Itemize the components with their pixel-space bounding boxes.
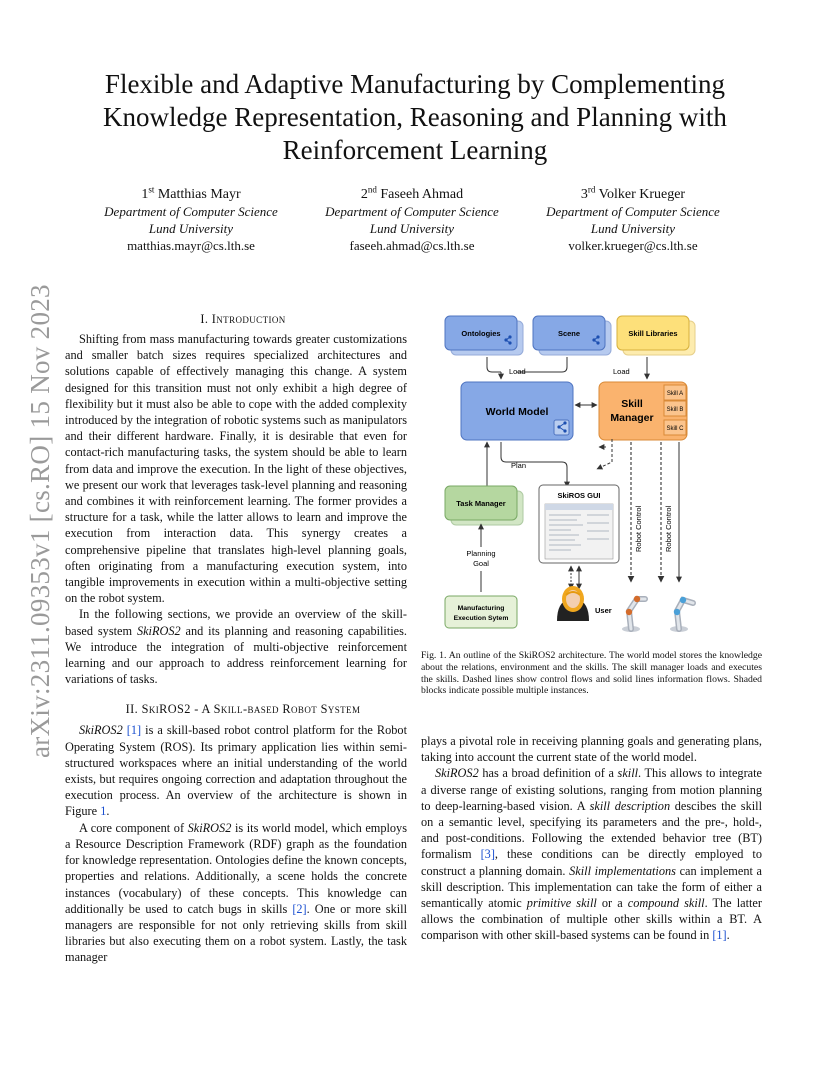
left-column bbox=[65, 311, 407, 966]
arxiv-stamp bbox=[19, 280, 59, 760]
share-icon bbox=[554, 420, 569, 435]
author-university: Lund University bbox=[148, 221, 234, 236]
skill-b-label: Skill B bbox=[666, 407, 684, 413]
author-name: 1st Matthias Mayr bbox=[141, 184, 241, 202]
scene-label: Scene bbox=[557, 329, 581, 338]
skill-a-label: Skill A bbox=[666, 391, 684, 397]
gui-screenshot bbox=[545, 504, 613, 559]
skill-libraries-label: Skill Libraries bbox=[628, 329, 678, 338]
architecture-figure bbox=[421, 307, 762, 642]
author-department: Department of Computer Science bbox=[104, 204, 278, 219]
paper-title bbox=[70, 68, 760, 167]
load-label: Load bbox=[509, 367, 526, 376]
user-icon bbox=[557, 586, 589, 621]
paragraph: plays a pivotal role in receiving planning goals and generating plans, taking into account the current state of the world model. bbox=[421, 734, 762, 765]
title-line: Reinforcement Learning bbox=[282, 135, 548, 165]
planning-goal-label: Planning bbox=[466, 549, 496, 558]
author-name: 2nd Faseeh Ahmad bbox=[360, 184, 464, 202]
robot-arm-icon bbox=[622, 596, 645, 632]
load-label: Load bbox=[613, 367, 630, 376]
author-university: Lund University bbox=[369, 221, 455, 236]
gui-label: SkiROS GUI bbox=[557, 491, 601, 500]
paragraph: In the following sections, we provide an overview of the skill-based system SkiROS2 and its planning and reasoning capabilities. We introduce the integration of multi-objective reinforcement learning and our approach to address reinforcement learning for variations of tasks. bbox=[65, 607, 408, 687]
title-line: Knowledge Representation, Reasoning and Planning with bbox=[103, 102, 727, 132]
paragraph: SkiROS2 has a broad definition of a skill. This allows to integrate a diverse range of existing solutions, ranging from motion planning to deep-learning-based vision. A skill description descibes the skill on a semantic level, specifying its parameters and the pre-, hold-, and post-conditions. Following the extended behavior tree (BT) formalism [3], these conditions can be directly employed to construct a planning domain. Skill implementations can implement a skill description. This implementation can take the form of either a semantically atomic primitive skill or a compound skill. The latter allows the combination of multiple other skills within a BT. A comparison with other skill-based systems can be found in [1]. bbox=[421, 766, 763, 943]
author-name: 3rd Volker Krueger bbox=[580, 184, 686, 202]
world-model-label: World Model bbox=[485, 406, 549, 418]
title-line: Flexible and Adaptive Manufacturing by Complementing bbox=[104, 69, 726, 99]
mes-box bbox=[445, 596, 517, 628]
planning-goal-label: Goal bbox=[473, 559, 489, 568]
author-block bbox=[518, 186, 748, 254]
figure-link[interactable]: 1 bbox=[100, 804, 107, 819]
author-block bbox=[297, 186, 527, 254]
right-column bbox=[421, 733, 762, 944]
robot-arm-icon bbox=[670, 597, 693, 632]
citation-link[interactable]: [2] bbox=[292, 901, 307, 916]
section-heading: II. SkiROS2 - A Skill-based Robot System bbox=[125, 702, 361, 717]
arxiv-id: arXiv:2311.09353v1 [cs.RO] 15 Nov 2023 bbox=[25, 284, 55, 758]
paragraph: Shifting from mass manufacturing towards greater customizations and smaller batch sizes requires specialized architectures and solutions capable of effectively managing this change. A system designed for this transition must not only exhibit a high degree of flexibility but it must also be able to cope with the added complexity introduced by the integration of robotic systems such as manipulators and their different hardware. Finally, it is desirable that even for contact-rich manufacturing tasks, the system should be able to learn from data and improve the execution. In the light of these objectives, we present our work that leverages task-level planning and reasoning and combines it with reinforcement learning. The former provides a structure for a task, while the latter allows to learn and improve the execution from interaction data. This synergy creates a comprehensive pipeline that translates high-level planning goals, often originating from a manufacturing execution system, into tangible improvements in execution within a multi-objective setting on the robot system. bbox=[65, 332, 407, 606]
plan-label: Plan bbox=[511, 461, 527, 470]
author-university: Lund University bbox=[590, 221, 676, 236]
author-email[interactable]: matthias.mayr@cs.lth.se bbox=[127, 238, 255, 253]
mes-label: Manufacturing bbox=[457, 605, 505, 612]
paragraph: SkiROS2 [1] is a skill-based robot control platform for the Robot Operating System (ROS). Its primary application lies within semi-structured workspaces where an initial understanding of the world exists, but requires ongoing correction and adaptation throughout the execution process. An overview of the architecture is shown in Figure 1. bbox=[65, 723, 407, 819]
robot-control-label: Robot Control bbox=[634, 505, 643, 552]
author-block bbox=[76, 186, 306, 254]
figure-caption: Fig. 1. An outline of the SkiROS2 architecture. The world model stores the knowledge about the relations, environment and the skills. The skill manager loads and executes the skills. Dashed lines show control flows and solid lines information flows. Shaded blocks indicate possible multiple instances. bbox=[421, 650, 762, 697]
section-heading: I. Introduction bbox=[200, 312, 286, 326]
author-email[interactable]: faseeh.ahmad@cs.lth.se bbox=[349, 238, 475, 253]
mes-label: Execution Sytem bbox=[453, 615, 509, 622]
author-email[interactable]: volker.krueger@cs.lth.se bbox=[568, 238, 698, 253]
paragraph: A core component of SkiROS2 is its world model, which employs a Resource Description Framework (RDF) graph as the foundation for knowledge representation. Ontologies define the known concepts, properties and relations. Additionally, a scene holds the concrete instances (vocabulary) of these concepts. This knowledge can additionally be used to catch bugs in skills [2]. One or more skill managers are responsible for not only retrieving skills from skill libraries but also executing them on a robot system. Lastly, the task manager bbox=[65, 820, 407, 965]
author-department: Department of Computer Science bbox=[325, 204, 499, 219]
skill-c-label: Skill C bbox=[666, 426, 684, 432]
citation-link[interactable]: [3] bbox=[480, 847, 495, 862]
author-department: Department of Computer Science bbox=[546, 204, 720, 219]
citation-link[interactable]: [1] bbox=[126, 723, 142, 738]
robot-control-label: Robot Control bbox=[664, 505, 673, 552]
task-manager-label: Task Manager bbox=[456, 499, 506, 508]
skill-manager-label: Skill bbox=[621, 398, 643, 410]
user-label: User bbox=[595, 606, 612, 615]
citation-link[interactable]: [1] bbox=[712, 928, 727, 943]
skill-manager-label: Manager bbox=[610, 412, 654, 424]
ontologies-label: Ontologies bbox=[461, 329, 501, 338]
